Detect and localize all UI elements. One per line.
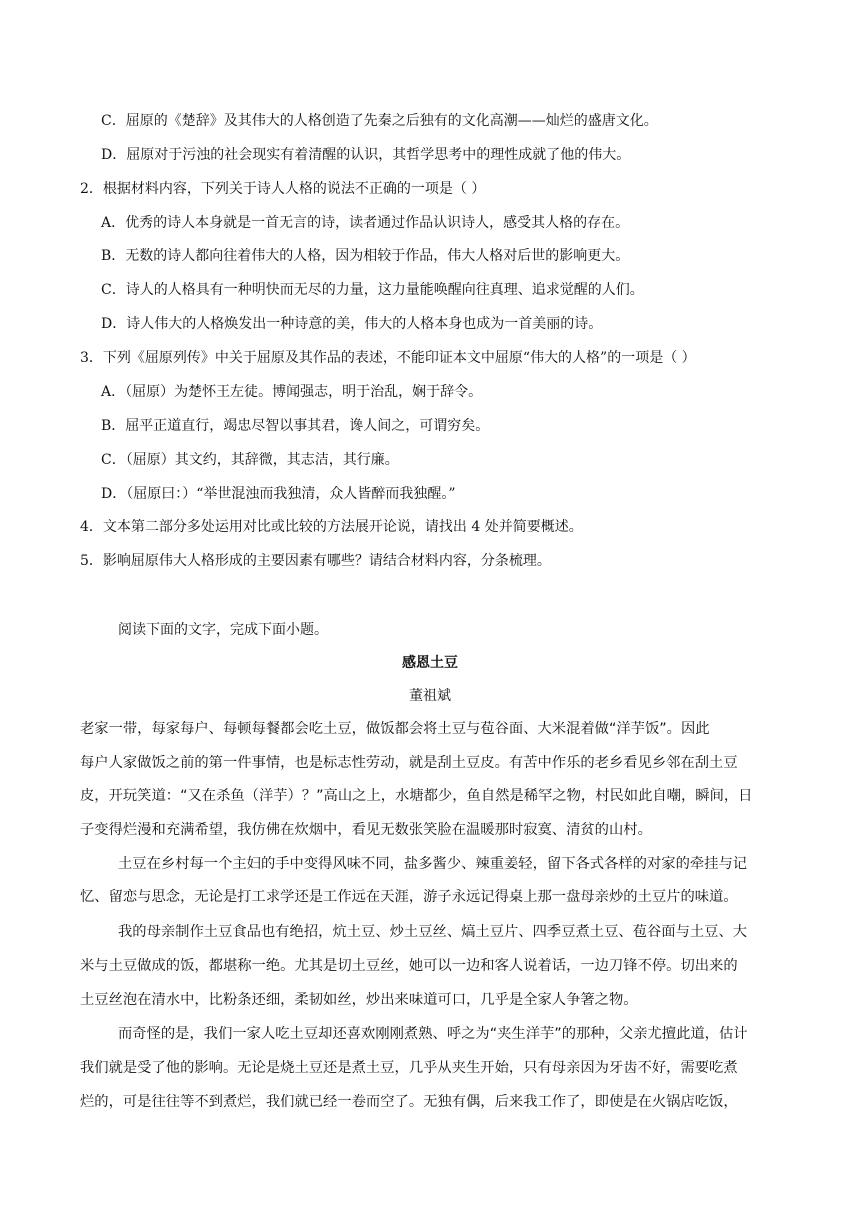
q2-stem: 2．根据材料内容，下列关于诗人人格的说法不正确的一项是（ ）: [80, 181, 486, 197]
paragraph-4-line-2: 我们就是受了他的影响。无论是烧土豆还是煮土豆，几乎从夹生开始，只有母亲因为牙齿不好，需要吃煮: [80, 1060, 738, 1076]
paragraph-2-line-1: 土豆在乡村每一个主妇的手中变得风味不同，盐多酱少、辣重姜轻，留下各式各样的对家的牵挂与记: [118, 856, 748, 872]
paragraph-2-line-2: 忆、留恋与思念，无论是打工求学还是工作远在天涯，游子永远记得桌上那一盘母亲炒的土豆片的味道。: [80, 889, 738, 905]
q3-option-c: C．（屈原）其文约，其辞微，其志洁，其行廉。: [101, 452, 399, 468]
q2-option-c: C．诗人的人格具有一种明快而无尽的力量，这力量能唤醒向往真理、追求觉醒的人们。: [101, 282, 644, 298]
paragraph-3-line-1: 我的母亲制作土豆食品也有绝招，炕土豆、炒土豆丝、熇土豆片、四季豆煮土豆、苞谷面与土豆、大: [118, 924, 748, 940]
article-author: 董祖斌: [409, 688, 451, 704]
paragraph-1-line-4: 子变得烂漫和充满希望，我仿佛在炊烟中，看见无数张笑脸在温暖那时寂寞、清贫的山村。: [80, 822, 652, 838]
q3-option-a: A．（屈原）为楚怀王左徒。博闻强志，明于治乱，娴于辞令。: [101, 384, 483, 400]
paragraph-4-line-3: 烂的，可是往往等不到煮烂，我们就已经一卷而空了。无独有偶，后来我工作了，即使是在火锅店吃饭，: [80, 1094, 738, 1110]
article-title: 感恩土豆: [402, 655, 458, 671]
q4-stem: 4．文本第二部分多处运用对比或比较的方法展开论说，请找出 4 处并简要概述。: [80, 519, 583, 535]
paragraph-3-line-3: 土豆丝泡在清水中，比粉条还细，柔韧如丝，炒出来味道可口，几乎是全家人争箸之物。: [80, 992, 638, 1008]
paragraph-1-line-1: 老家一带，每家每户、每顿每餐都会吃土豆，做饭都会将土豆与苞谷面、大米混着做“洋芋饭”。因此: [80, 721, 710, 737]
q3-option-d: D．（屈原曰：）“举世混浊而我独清，众人皆醉而我独醒。”: [101, 486, 456, 502]
q5-stem: 5．影响屈原伟大人格形成的主要因素有哪些？请结合材料内容，分条梳理。: [80, 553, 551, 569]
reading-instruction: 阅读下面的文字，完成下面小题。: [118, 622, 328, 638]
paragraph-1-line-2: 每户人家做饭之前的第一件事情，也是标志性劳动，就是刮土豆皮。有苦中作乐的老乡看见乡邻在刮土豆: [80, 755, 738, 771]
q2-option-b: B．无数的诗人都向往着伟大的人格，因为相较于作品，伟大人格对后世的影响更大。: [101, 248, 630, 264]
paragraph-3-line-2: 米与土豆做成的饭，都堪称一绝。尤其是切土豆丝，她可以一边和客人说着话，一边刀锋不停。切出来的: [80, 958, 738, 974]
q2-option-d: D．诗人伟大的人格焕发出一种诗意的美，伟大的人格本身也成为一首美丽的诗。: [101, 316, 603, 332]
paragraph-4-line-1: 而奇怪的是，我们一家人吃土豆却还喜欢刚刚煮熟、呼之为“夹生洋芋”的那种，父亲尤擅此道，估计: [118, 1026, 748, 1042]
q3-stem: 3．下列《屈原列传》中关于屈原及其作品的表述，不能印证本文中屈原“伟大的人格”的一项是（ ）: [80, 350, 696, 366]
q2-option-a: A．优秀的诗人本身就是一首无言的诗，读者通过作品认识诗人，感受其人格的存在。: [101, 215, 630, 231]
q1-option-d: D．屈原对于污浊的社会现实有着清醒的认识，其哲学思考中的理性成就了他的伟大。: [101, 147, 631, 163]
q1-option-c: C．屈原的《楚辞》及其伟大的人格创造了先秦之后独有的文化高潮——灿烂的盛唐文化。: [101, 113, 658, 129]
q3-option-b: B．屈平正道直行，竭忠尽智以事其君，谗人间之，可谓穷矣。: [101, 418, 490, 434]
paragraph-1-line-3: 皮，开玩笑道：“又在杀鱼（洋芋）？”高山之上，水塘都少，鱼自然是稀罕之物，村民如此自嘲，瞬间，日: [80, 788, 753, 804]
